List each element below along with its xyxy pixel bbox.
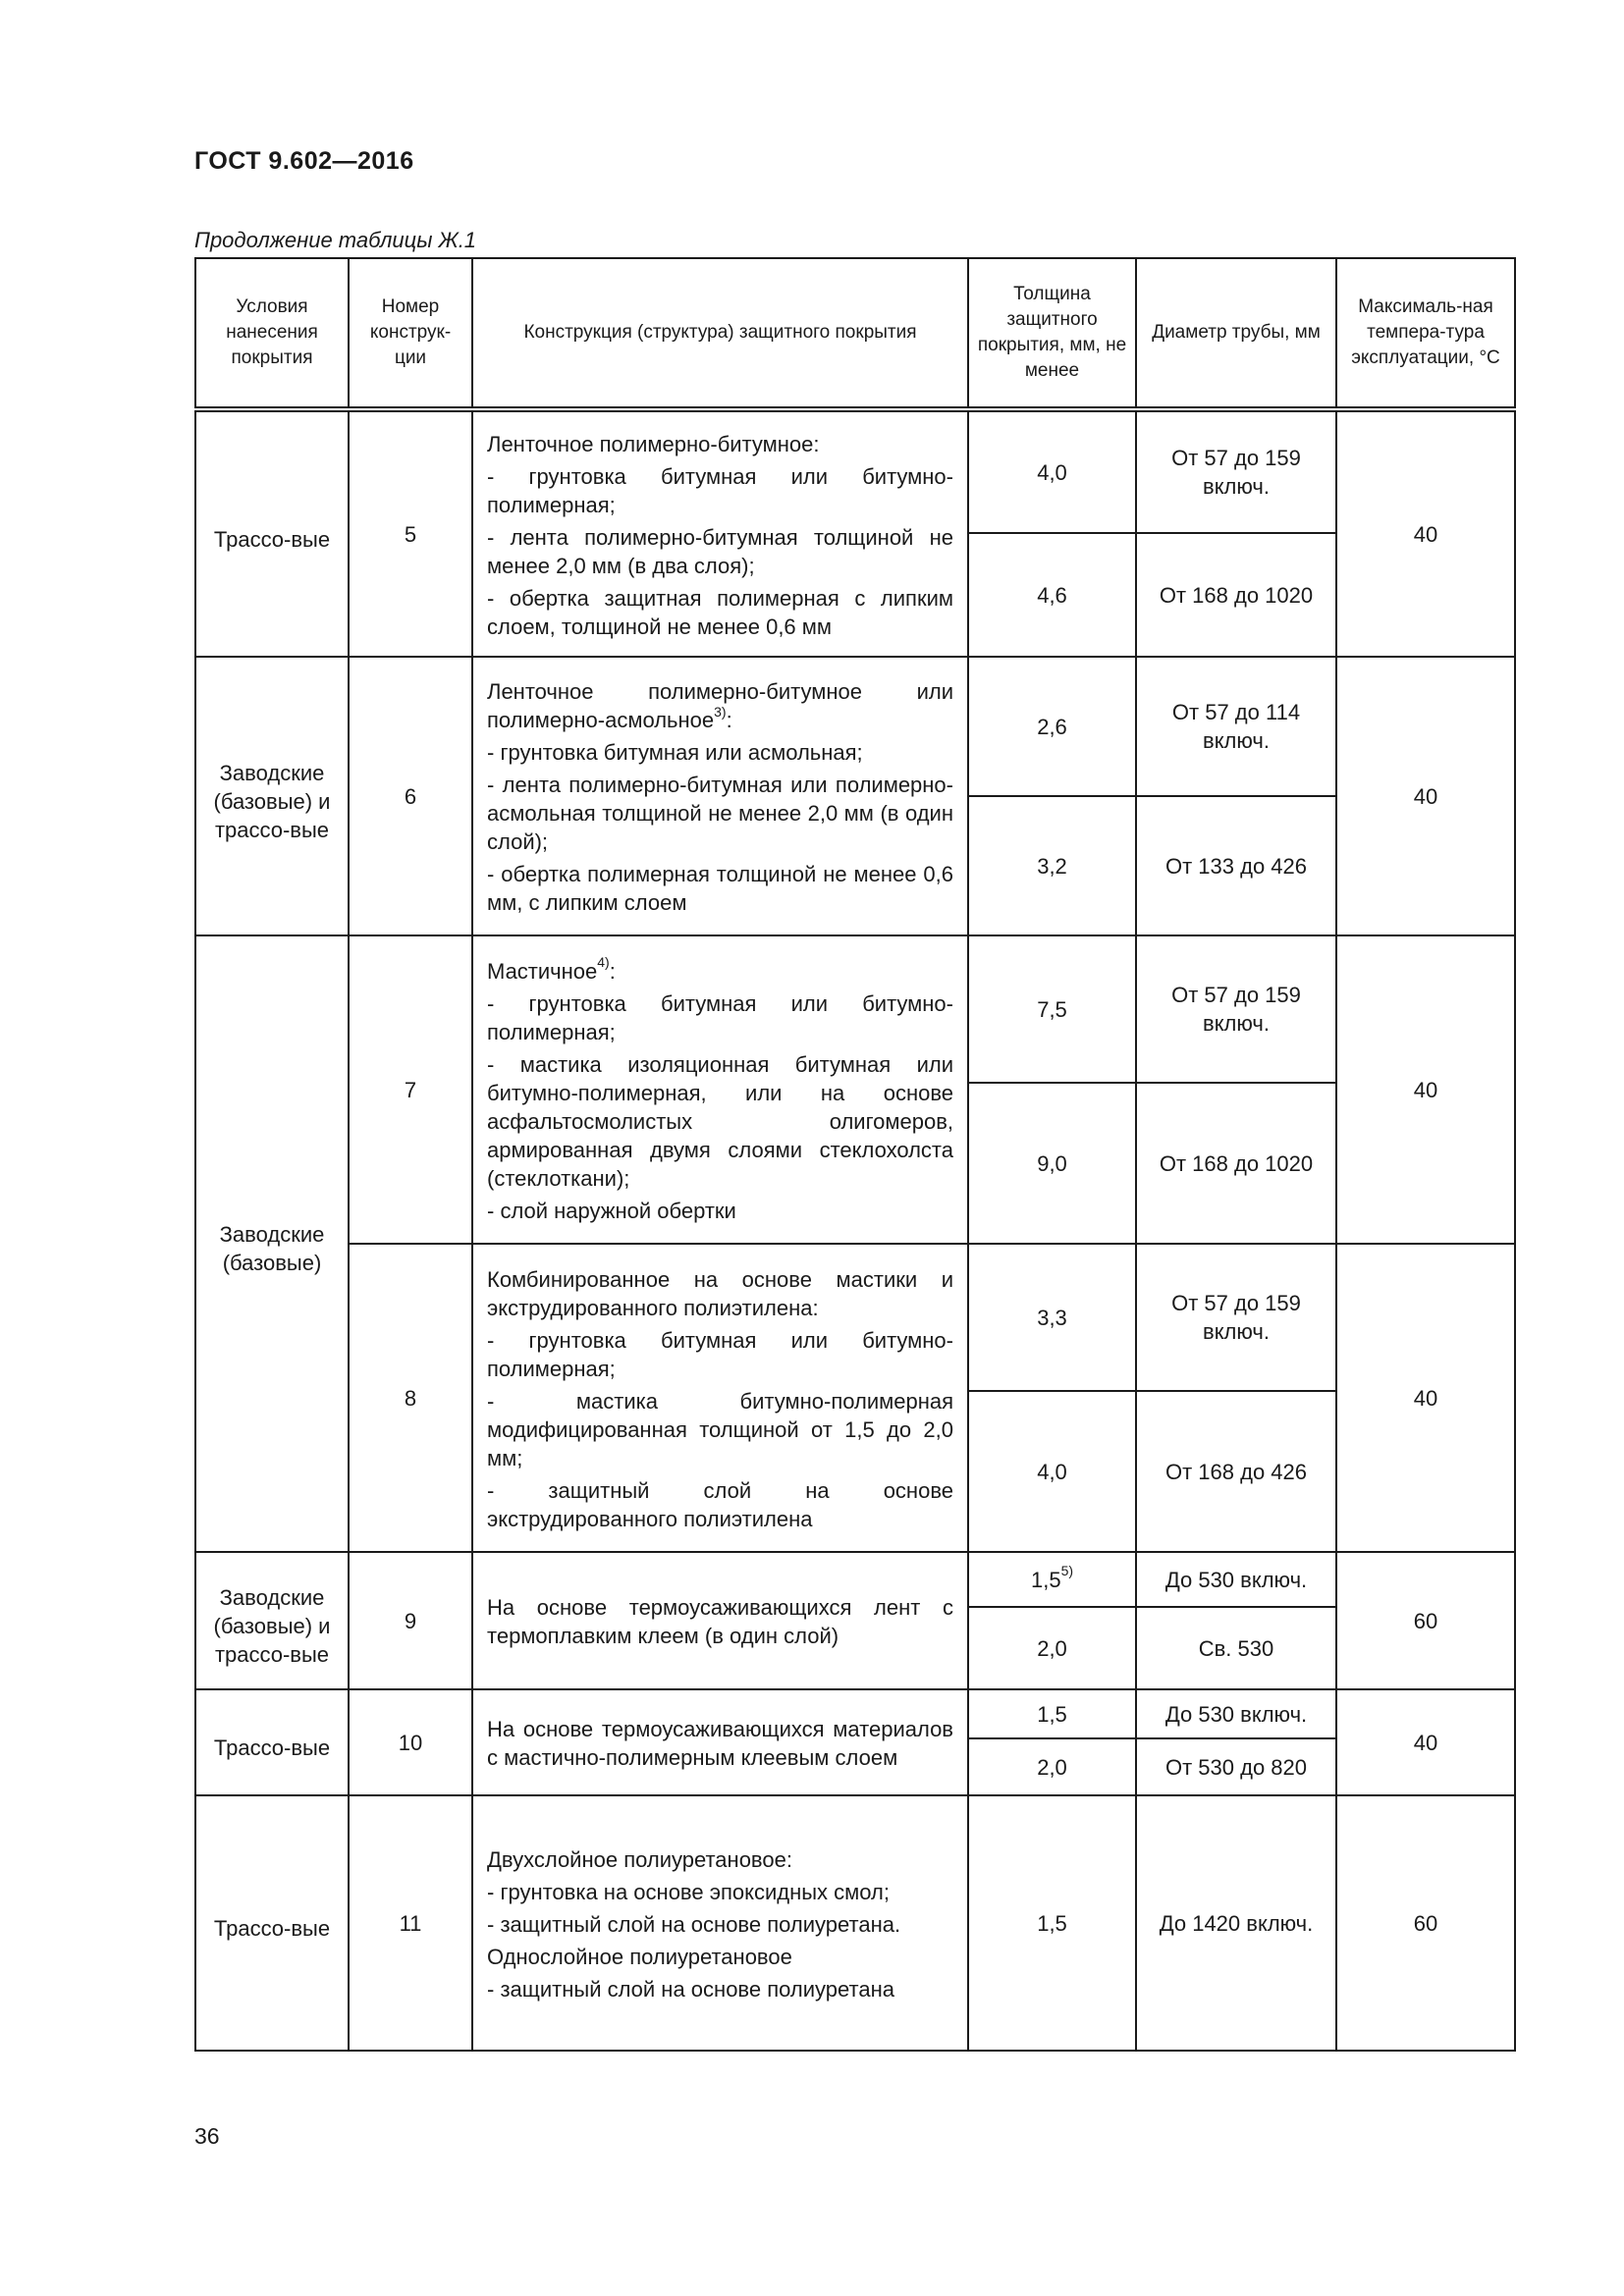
construction-item: - защитный слой на основе полиуретана <box>487 1976 894 2002</box>
max-temp-value: 60 <box>1336 1552 1515 1689</box>
condition-cell: Заводские (базовые) и трассо-вые <box>195 1552 349 1689</box>
diameter-value: От 57 до 159 включ. <box>1136 409 1336 533</box>
construction-title <box>487 677 953 734</box>
coating-table <box>194 257 1516 2052</box>
construction-item: - грунтовка битумная или битумно-полимерная; <box>487 463 953 517</box>
thickness-value: 3,2 <box>968 796 1136 935</box>
construction-item: - грунтовка битумная или битумно-полимерная; <box>487 1327 953 1381</box>
construction-number: 5 <box>349 409 472 657</box>
construction-number: 10 <box>349 1689 472 1795</box>
thickness-value: 4,0 <box>968 409 1136 533</box>
document-code: ГОСТ 9.602—2016 <box>194 147 414 175</box>
construction-item: - лента полимерно-битумная или полимерно-асмольная толщиной не менее 2,0 мм (в один слой); <box>487 773 953 854</box>
construction-number: 9 <box>349 1552 472 1689</box>
condition-cell: Трассо-вые <box>195 409 349 657</box>
construction-item: - защитный слой на основе экструдированного полиэтилена <box>487 1477 953 1531</box>
diameter-value: До 1420 включ. <box>1136 1795 1336 2051</box>
diameter-value: От 530 до 820 <box>1136 1738 1336 1795</box>
footnote-ref: 3) <box>714 703 727 720</box>
construction-description <box>472 935 968 1244</box>
diameter-value: Св. 530 <box>1136 1607 1336 1689</box>
table-row <box>195 1552 1515 1607</box>
table-header-row <box>195 258 1515 409</box>
table-row <box>195 1795 1515 2051</box>
construction-number: 7 <box>349 935 472 1244</box>
thickness-value <box>968 1552 1136 1607</box>
construction-number: 8 <box>349 1244 472 1552</box>
condition-cell: Заводские (базовые) <box>195 935 349 1552</box>
thickness-value: 1,5 <box>968 1795 1136 2051</box>
diameter-value: От 57 до 114 включ. <box>1136 657 1336 796</box>
thickness-value: 1,5 <box>968 1689 1136 1738</box>
construction-description <box>472 1244 968 1552</box>
col-header-diameter: Диаметр трубы, мм <box>1136 258 1336 409</box>
construction-description <box>472 1795 968 2051</box>
footnote-ref: 5) <box>1060 1563 1074 1579</box>
construction-item: - обертка защитная полимерная с липким слоем, толщиной не менее 0,6 мм <box>487 585 953 639</box>
diameter-value: До 530 включ. <box>1136 1552 1336 1607</box>
construction-item: Однослойное полиуретановое <box>487 1944 792 1969</box>
thickness-value: 4,6 <box>968 533 1136 657</box>
construction-title-text: Ленточное полимерно-битумное или полимерно-асмольное <box>487 679 953 732</box>
col-header-conditions: Условия нанесения покрытия <box>195 258 349 409</box>
table-row <box>195 657 1515 796</box>
thickness-value: 2,0 <box>968 1738 1136 1795</box>
construction-title <box>487 954 953 986</box>
construction-title: На основе термоусаживающихся лент с термоплавким клеем (в один слой) <box>487 1595 953 1648</box>
thickness-value: 7,5 <box>968 935 1136 1083</box>
diameter-value: От 57 до 159 включ. <box>1136 1244 1336 1391</box>
title-colon: : <box>726 708 732 732</box>
max-temp-value: 40 <box>1336 1244 1515 1552</box>
construction-number: 6 <box>349 657 472 935</box>
table-caption: Продолжение таблицы Ж.1 <box>194 228 477 252</box>
construction-description <box>472 657 968 935</box>
max-temp-value: 40 <box>1336 1689 1515 1795</box>
diameter-value: От 168 до 426 <box>1136 1391 1336 1552</box>
construction-item: - обертка полимерная толщиной не менее 0,6 мм, с липким слоем <box>487 862 953 915</box>
max-temp-value: 60 <box>1336 1795 1515 2051</box>
construction-description <box>472 1552 968 1689</box>
condition-cell: Заводские (базовые) и трассо-вые <box>195 657 349 935</box>
thickness-value: 4,0 <box>968 1391 1136 1552</box>
construction-item: - грунтовка битумная или битумно-полимерная; <box>487 990 953 1044</box>
col-header-construction: Конструкция (структура) защитного покрытия <box>472 258 968 409</box>
condition-cell: Трассо-вые <box>195 1689 349 1795</box>
thickness-value: 3,3 <box>968 1244 1136 1391</box>
page-number: 36 <box>194 2123 220 2149</box>
construction-item: - лента полимерно-битумная толщиной не менее 2,0 мм (в два слоя); <box>487 524 953 578</box>
diameter-value: От 133 до 426 <box>1136 796 1336 935</box>
construction-item: - мастика битумно-полимерная модифицированная толщиной от 1,5 до 2,0 мм; <box>487 1388 953 1470</box>
table-row <box>195 1244 1515 1391</box>
construction-description <box>472 409 968 657</box>
construction-number: 11 <box>349 1795 472 2051</box>
thickness-value: 2,6 <box>968 657 1136 796</box>
construction-item: - мастика изоляционная битумная или битумно-полимерная, или на основе асфальтосмолистых олигомеров, армированная двумя слоями стеклохолста (стеклоткани); <box>487 1051 953 1191</box>
construction-title: Комбинированное на основе мастики и экструдированного полиэтилена: <box>487 1266 953 1320</box>
condition-cell: Трассо-вые <box>195 1795 349 2051</box>
diameter-value: До 530 включ. <box>1136 1689 1336 1738</box>
construction-title-text: Мастичное <box>487 958 598 984</box>
construction-description <box>472 1689 968 1795</box>
construction-item: - слой наружной обертки <box>487 1198 736 1223</box>
thickness-value: 2,0 <box>968 1607 1136 1689</box>
construction-title: Ленточное полимерно-битумное: <box>487 431 820 456</box>
max-temp-value: 40 <box>1336 657 1515 935</box>
thickness-value: 9,0 <box>968 1083 1136 1244</box>
max-temp-value: 40 <box>1336 409 1515 657</box>
max-temp-value: 40 <box>1336 935 1515 1244</box>
footnote-ref: 4) <box>597 954 610 971</box>
diameter-value: От 168 до 1020 <box>1136 1083 1336 1244</box>
col-header-number: Номер конструк-ции <box>349 258 472 409</box>
table-row <box>195 1689 1515 1738</box>
construction-item: - грунтовка на основе эпоксидных смол; <box>487 1879 890 1904</box>
diameter-value: От 57 до 159 включ. <box>1136 935 1336 1083</box>
thickness-number: 1,5 <box>1030 1567 1061 1592</box>
diameter-value: От 168 до 1020 <box>1136 533 1336 657</box>
table-row <box>195 935 1515 1083</box>
construction-item: - грунтовка битумная или асмольная; <box>487 740 863 765</box>
construction-title: На основе термоусаживающихся материалов с мастично-полимерным клеевым слоем <box>487 1717 953 1770</box>
title-colon: : <box>609 958 616 984</box>
table-row <box>195 409 1515 533</box>
construction-title: Двухслойное полиуретановое: <box>487 1846 792 1872</box>
construction-item: - защитный слой на основе полиуретана. <box>487 1911 901 1937</box>
col-header-max-temp: Максималь-ная темпера-тура эксплуатации, °С <box>1336 258 1515 409</box>
col-header-thickness: Толщина защитного покрытия, мм, не менее <box>968 258 1136 409</box>
